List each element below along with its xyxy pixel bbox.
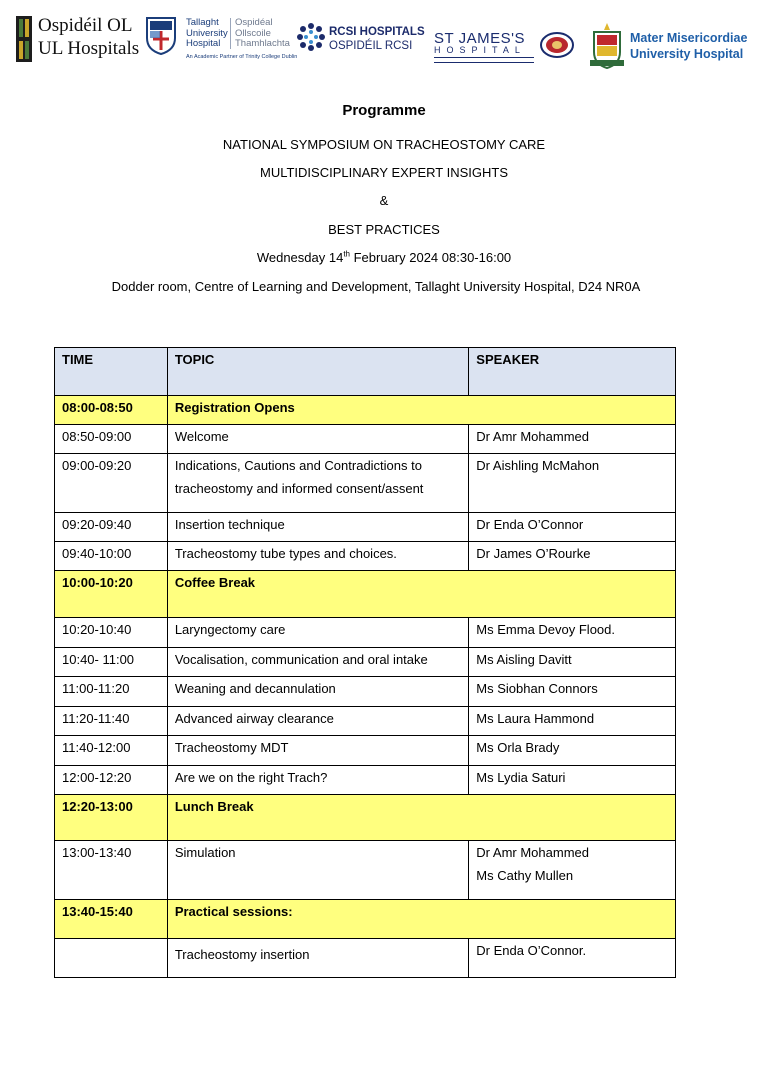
table-row — [55, 542, 676, 571]
row-speaker: Dr Aishling McMahon — [469, 454, 676, 513]
row-topic: Vocalisation, communication and oral intake — [167, 648, 468, 677]
row-topic: Advanced airway clearance — [167, 707, 468, 736]
ul-logo-line1: Ospidéil OL — [38, 15, 133, 36]
row-speaker-line1: Dr Amr Mohammed — [476, 845, 589, 860]
row-time: 13:40-15:40 — [55, 900, 168, 939]
tallaght-tagline: An Academic Partner of Trinity College Dublin — [186, 54, 298, 60]
table-row — [55, 454, 676, 513]
table-row — [55, 841, 676, 900]
row-speaker: Ms Orla Brady — [469, 736, 676, 766]
row-speaker: Ms Aisling Davitt — [469, 648, 676, 677]
row-topic: Tracheostomy tube types and choices. — [167, 542, 468, 571]
row-speaker: Ms Emma Devoy Flood. — [469, 618, 676, 648]
st-james-seal-icon — [540, 32, 574, 58]
logo-strip — [0, 0, 768, 80]
table-row — [55, 677, 676, 707]
row-speaker: Dr Amr Mohammed — [469, 425, 676, 454]
row-speaker: Dr Enda O’Connor — [469, 513, 676, 542]
rcsi-hospitals-logo — [296, 22, 426, 62]
row-topic: Coffee Break — [167, 571, 675, 618]
page-title: Programme — [342, 102, 426, 119]
table-row — [55, 939, 676, 978]
row-topic: Welcome — [167, 425, 468, 454]
row-time: 11:00-11:20 — [55, 677, 168, 707]
tallaght-crest-icon — [145, 16, 177, 56]
row-time: 10:00-10:20 — [55, 571, 168, 618]
tallaght-en-line2: University — [186, 27, 228, 39]
tallaght-divider — [230, 18, 231, 49]
event-date-prefix: Wednesday 14 — [256, 250, 344, 265]
tallaght-ga-line2: Ollscoile — [235, 27, 271, 39]
row-time: 13:00-13:40 — [55, 841, 168, 900]
row-speaker — [469, 841, 676, 900]
row-speaker-line2: Ms Cathy Mullen — [476, 868, 574, 883]
row-time: 11:20-11:40 — [55, 707, 168, 736]
row-topic: Practical sessions: — [167, 900, 675, 939]
row-topic: Lunch Break — [167, 795, 675, 841]
rcsi-logo-line1: RCSI HOSPITALS — [329, 26, 425, 38]
st-james-logo-line1: ST JAMES'S — [434, 30, 525, 47]
table-row — [55, 571, 676, 618]
mater-crest-icon — [588, 22, 626, 70]
symposium-subtitle: MULTIDISCIPLINARY EXPERT INSIGHTS — [259, 165, 509, 180]
st-james-rule — [434, 57, 534, 63]
row-topic: Insertion technique — [167, 513, 468, 542]
mater-hospital-logo — [588, 22, 764, 72]
ul-logo-line2: UL Hospitals — [38, 38, 140, 59]
row-time: 09:20-09:40 — [55, 513, 168, 542]
row-topic: Weaning and decannulation — [167, 677, 468, 707]
programme-table — [54, 347, 676, 978]
table-row — [55, 707, 676, 736]
event-date-sup: th — [343, 249, 350, 259]
tallaght-ga-line1: Ospidéal — [235, 17, 273, 28]
row-time: 11:40-12:00 — [55, 736, 168, 766]
row-topic: Laryngectomy care — [167, 618, 468, 648]
row-time: 09:40-10:00 — [55, 542, 168, 571]
row-time: 09:00-09:20 — [55, 454, 168, 513]
table-row — [55, 736, 676, 766]
st-james-hospital-logo — [434, 30, 582, 64]
table-row — [55, 766, 676, 795]
table-row — [55, 425, 676, 454]
tallaght-en-line1: Tallaght — [186, 17, 219, 28]
table-row — [55, 513, 676, 542]
row-topic-line1: Indications, Cautions and Contradictions to — [174, 458, 422, 473]
row-topic: Tracheostomy insertion — [167, 939, 468, 978]
table-row — [55, 795, 676, 841]
row-topic: Registration Opens — [167, 396, 675, 425]
row-time: 10:40- 11:00 — [55, 648, 168, 677]
row-speaker: Dr Enda O’Connor. — [469, 939, 676, 978]
ampersand-line: & — [379, 193, 389, 208]
tallaght-hospital-logo — [143, 16, 298, 64]
event-date — [0, 250, 768, 265]
table-row — [55, 900, 676, 939]
row-time: 08:00-08:50 — [55, 396, 168, 425]
row-speaker: Ms Siobhan Connors — [469, 677, 676, 707]
table-row — [55, 396, 676, 425]
table-row — [55, 618, 676, 648]
mater-logo-line1: Mater Misericordiae — [630, 31, 748, 45]
row-time: 08:50-09:00 — [55, 425, 168, 454]
symposium-title: NATIONAL SYMPOSIUM ON TRACHEOSTOMY CARE — [222, 137, 546, 152]
row-time — [55, 939, 168, 978]
event-venue: Dodder room, Centre of Learning and Development, Tallaght University Hospital, D24 NR0A — [111, 279, 641, 294]
ul-hospitals-logo — [16, 14, 140, 68]
row-topic: Tracheostomy MDT — [167, 736, 468, 766]
row-topic: Simulation — [167, 841, 468, 900]
mater-logo-line2: University Hospital — [630, 47, 744, 61]
table-header-row — [55, 348, 676, 396]
rcsi-logo-line2: OSPIDÉIL RCSI — [329, 40, 413, 52]
st-james-logo-line2: HOSPITAL — [434, 45, 526, 55]
best-practices-line: BEST PRACTICES — [328, 222, 440, 237]
row-time: 12:20-13:00 — [55, 795, 168, 841]
row-speaker: Ms Laura Hammond — [469, 707, 676, 736]
row-topic — [167, 454, 468, 513]
header-speaker: SPEAKER — [469, 348, 676, 396]
row-time: 10:20-10:40 — [55, 618, 168, 648]
row-topic: Are we on the right Trach? — [167, 766, 468, 795]
row-topic-line2: tracheostomy and informed consent/assent — [174, 481, 424, 496]
row-speaker: Dr James O’Rourke — [469, 542, 676, 571]
row-time: 12:00-12:20 — [55, 766, 168, 795]
tallaght-en-line3: Hospital — [186, 38, 221, 49]
header-time: TIME — [55, 348, 168, 396]
header-topic: TOPIC — [167, 348, 468, 396]
tallaght-ga-line3: Thamhlachta — [235, 38, 290, 49]
event-date-suffix: February 2024 08:30-16:00 — [350, 250, 512, 265]
rcsi-mark-icon — [296, 22, 326, 52]
table-row — [55, 648, 676, 677]
row-speaker: Ms Lydia Saturi — [469, 766, 676, 795]
ul-crest-icon — [16, 16, 32, 62]
